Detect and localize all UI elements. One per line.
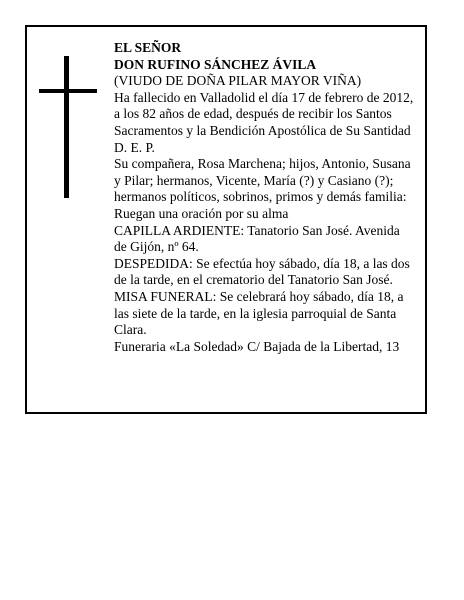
- family-line: y Pilar; hermanos, Vicente, María (?) y Casiano (?);: [114, 172, 394, 188]
- chapel-line: CAPILLA ARDIENTE: Tanatorio San José. Avenida: [114, 222, 400, 238]
- funeral-mass-line: Clara.: [114, 322, 147, 338]
- cross-horizontal-bar: [39, 89, 97, 93]
- title-line-name: DON RUFINO SÁNCHEZ ÁVILA: [114, 56, 317, 72]
- title-line-honorific: EL SEÑOR: [114, 40, 182, 55]
- prayer-request-line: Ruegan una oración por su alma: [114, 205, 289, 221]
- obituary-notice: [25, 25, 427, 414]
- chapel-line: de Gijón, nº 64.: [114, 239, 199, 255]
- widower-line: (VIUDO DE DOÑA PILAR MAYOR VIÑA): [114, 73, 362, 89]
- farewell-line: DESPEDIDA: Se efectúa hoy sábado, día 18, a las dos: [114, 255, 410, 271]
- death-announcement-line: Ha fallecido en Valladolid el día 17 de febrero de 2012,: [114, 89, 414, 105]
- family-line: Su compañera, Rosa Marchena; hijos, Antonio, Susana: [114, 156, 411, 172]
- funeral-mass-line: MISA FUNERAL: Se celebrará hoy sábado, día 18, a: [114, 288, 404, 304]
- death-announcement-line: Sacramentos y la Bendición Apostólica de Su Santidad: [114, 122, 411, 138]
- funeral-mass-line: las siete de la tarde, en la iglesia parroquial de Santa: [114, 305, 397, 321]
- family-line: hermanos políticos, sobrinos, primos y demás familia:: [114, 189, 407, 205]
- notice-text: [114, 40, 424, 355]
- cross-vertical-bar: [64, 56, 69, 198]
- death-announcement-line: a los 82 años de edad, después de recibir los Santos: [114, 106, 392, 122]
- farewell-line: de la tarde, en el crematorio del Tanatorio San José.: [114, 272, 393, 288]
- rip-line: D. E. P.: [114, 139, 155, 155]
- cross-icon: [39, 56, 97, 198]
- funeral-home-line: Funeraria «La Soledad» C/ Bajada de la Libertad, 13: [114, 338, 400, 354]
